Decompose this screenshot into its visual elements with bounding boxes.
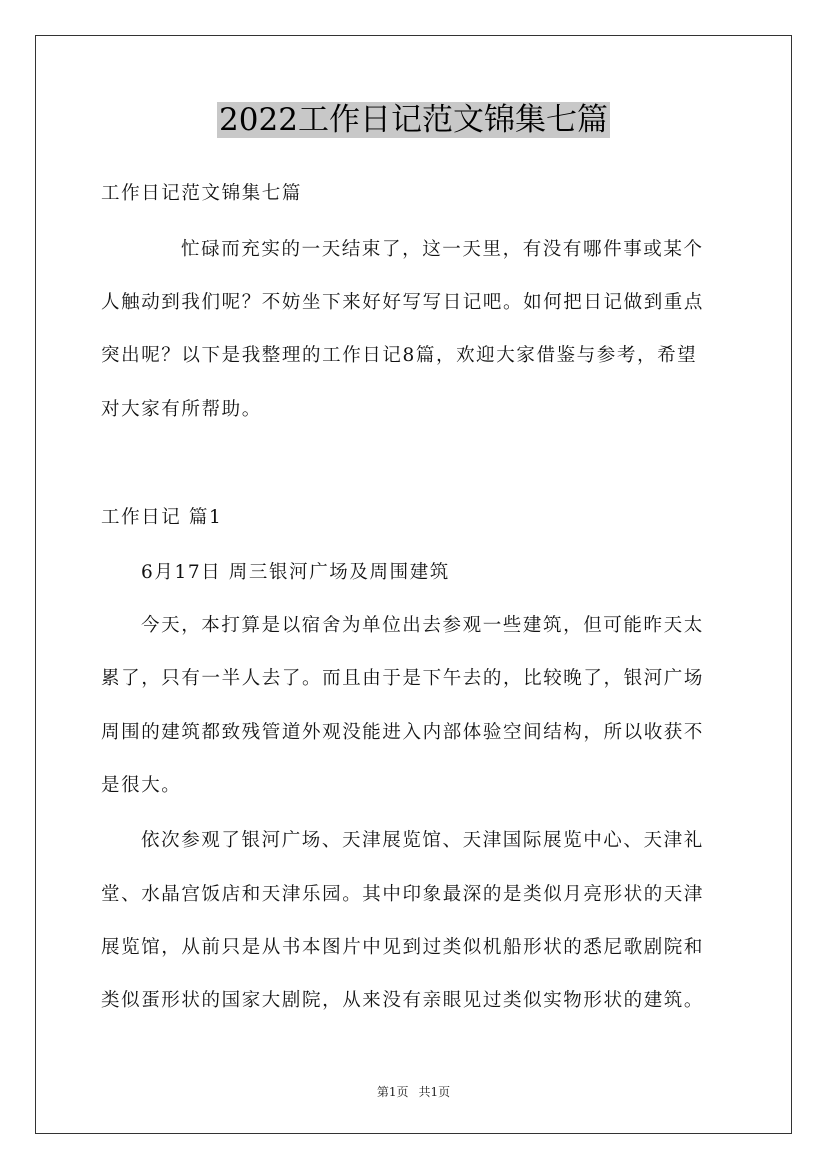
paragraph-line: 展览馆，从前只是从书本图片中见到过类似机船形状的悉尼歌剧院和 bbox=[101, 937, 705, 958]
paragraph-line: 是很大。 bbox=[101, 775, 182, 796]
paragraph-line: 堂、水晶宫饭店和天津乐园。其中印象最深的是类似月亮形状的天津 bbox=[101, 884, 705, 905]
page-number: 第1页 bbox=[376, 1085, 409, 1099]
section-heading: 工作日记 篇1 bbox=[101, 507, 223, 528]
entry-date: 6月17日 周三银河广场及周围建筑 bbox=[141, 562, 450, 583]
page-footer bbox=[0, 1084, 827, 1100]
paragraph-line: 今天，本打算是以宿舍为单位出去参观一些建筑，但可能昨天太 bbox=[141, 615, 704, 636]
page-total: 共1页 bbox=[418, 1085, 451, 1099]
paragraph-line: 周围的建筑都致残管道外观没能进入内部体验空间结构，所以收获不 bbox=[101, 722, 705, 743]
document-title-row bbox=[0, 98, 827, 142]
paragraph-line: 依次参观了银河广场、天津展览馆、天津国际展览中心、天津礼 bbox=[141, 830, 704, 851]
subtitle: 工作日记范文锦集七篇 bbox=[101, 183, 303, 204]
intro-line: 人触动到我们呢？不妨坐下来好好写写日记吧。如何把日记做到重点 bbox=[101, 292, 705, 313]
intro-line: 对大家有所帮助。 bbox=[101, 399, 262, 420]
intro-line: 忙碌而充实的一天结束了，这一天里，有没有哪件事或某个 bbox=[181, 239, 704, 260]
paragraph-line: 累了，只有一半人去了。而且由于是下午去的，比较晚了，银河广场 bbox=[101, 668, 705, 689]
paragraph-line: 类似蛋形状的国家大剧院，从来没有亲眼见过类似实物形状的建筑。 bbox=[101, 990, 705, 1011]
intro-line: 突出呢？以下是我整理的工作日记8篇，欢迎大家借鉴与参考，希望 bbox=[101, 345, 698, 366]
document-title: 2022工作日记范文锦集七篇 bbox=[219, 102, 608, 138]
